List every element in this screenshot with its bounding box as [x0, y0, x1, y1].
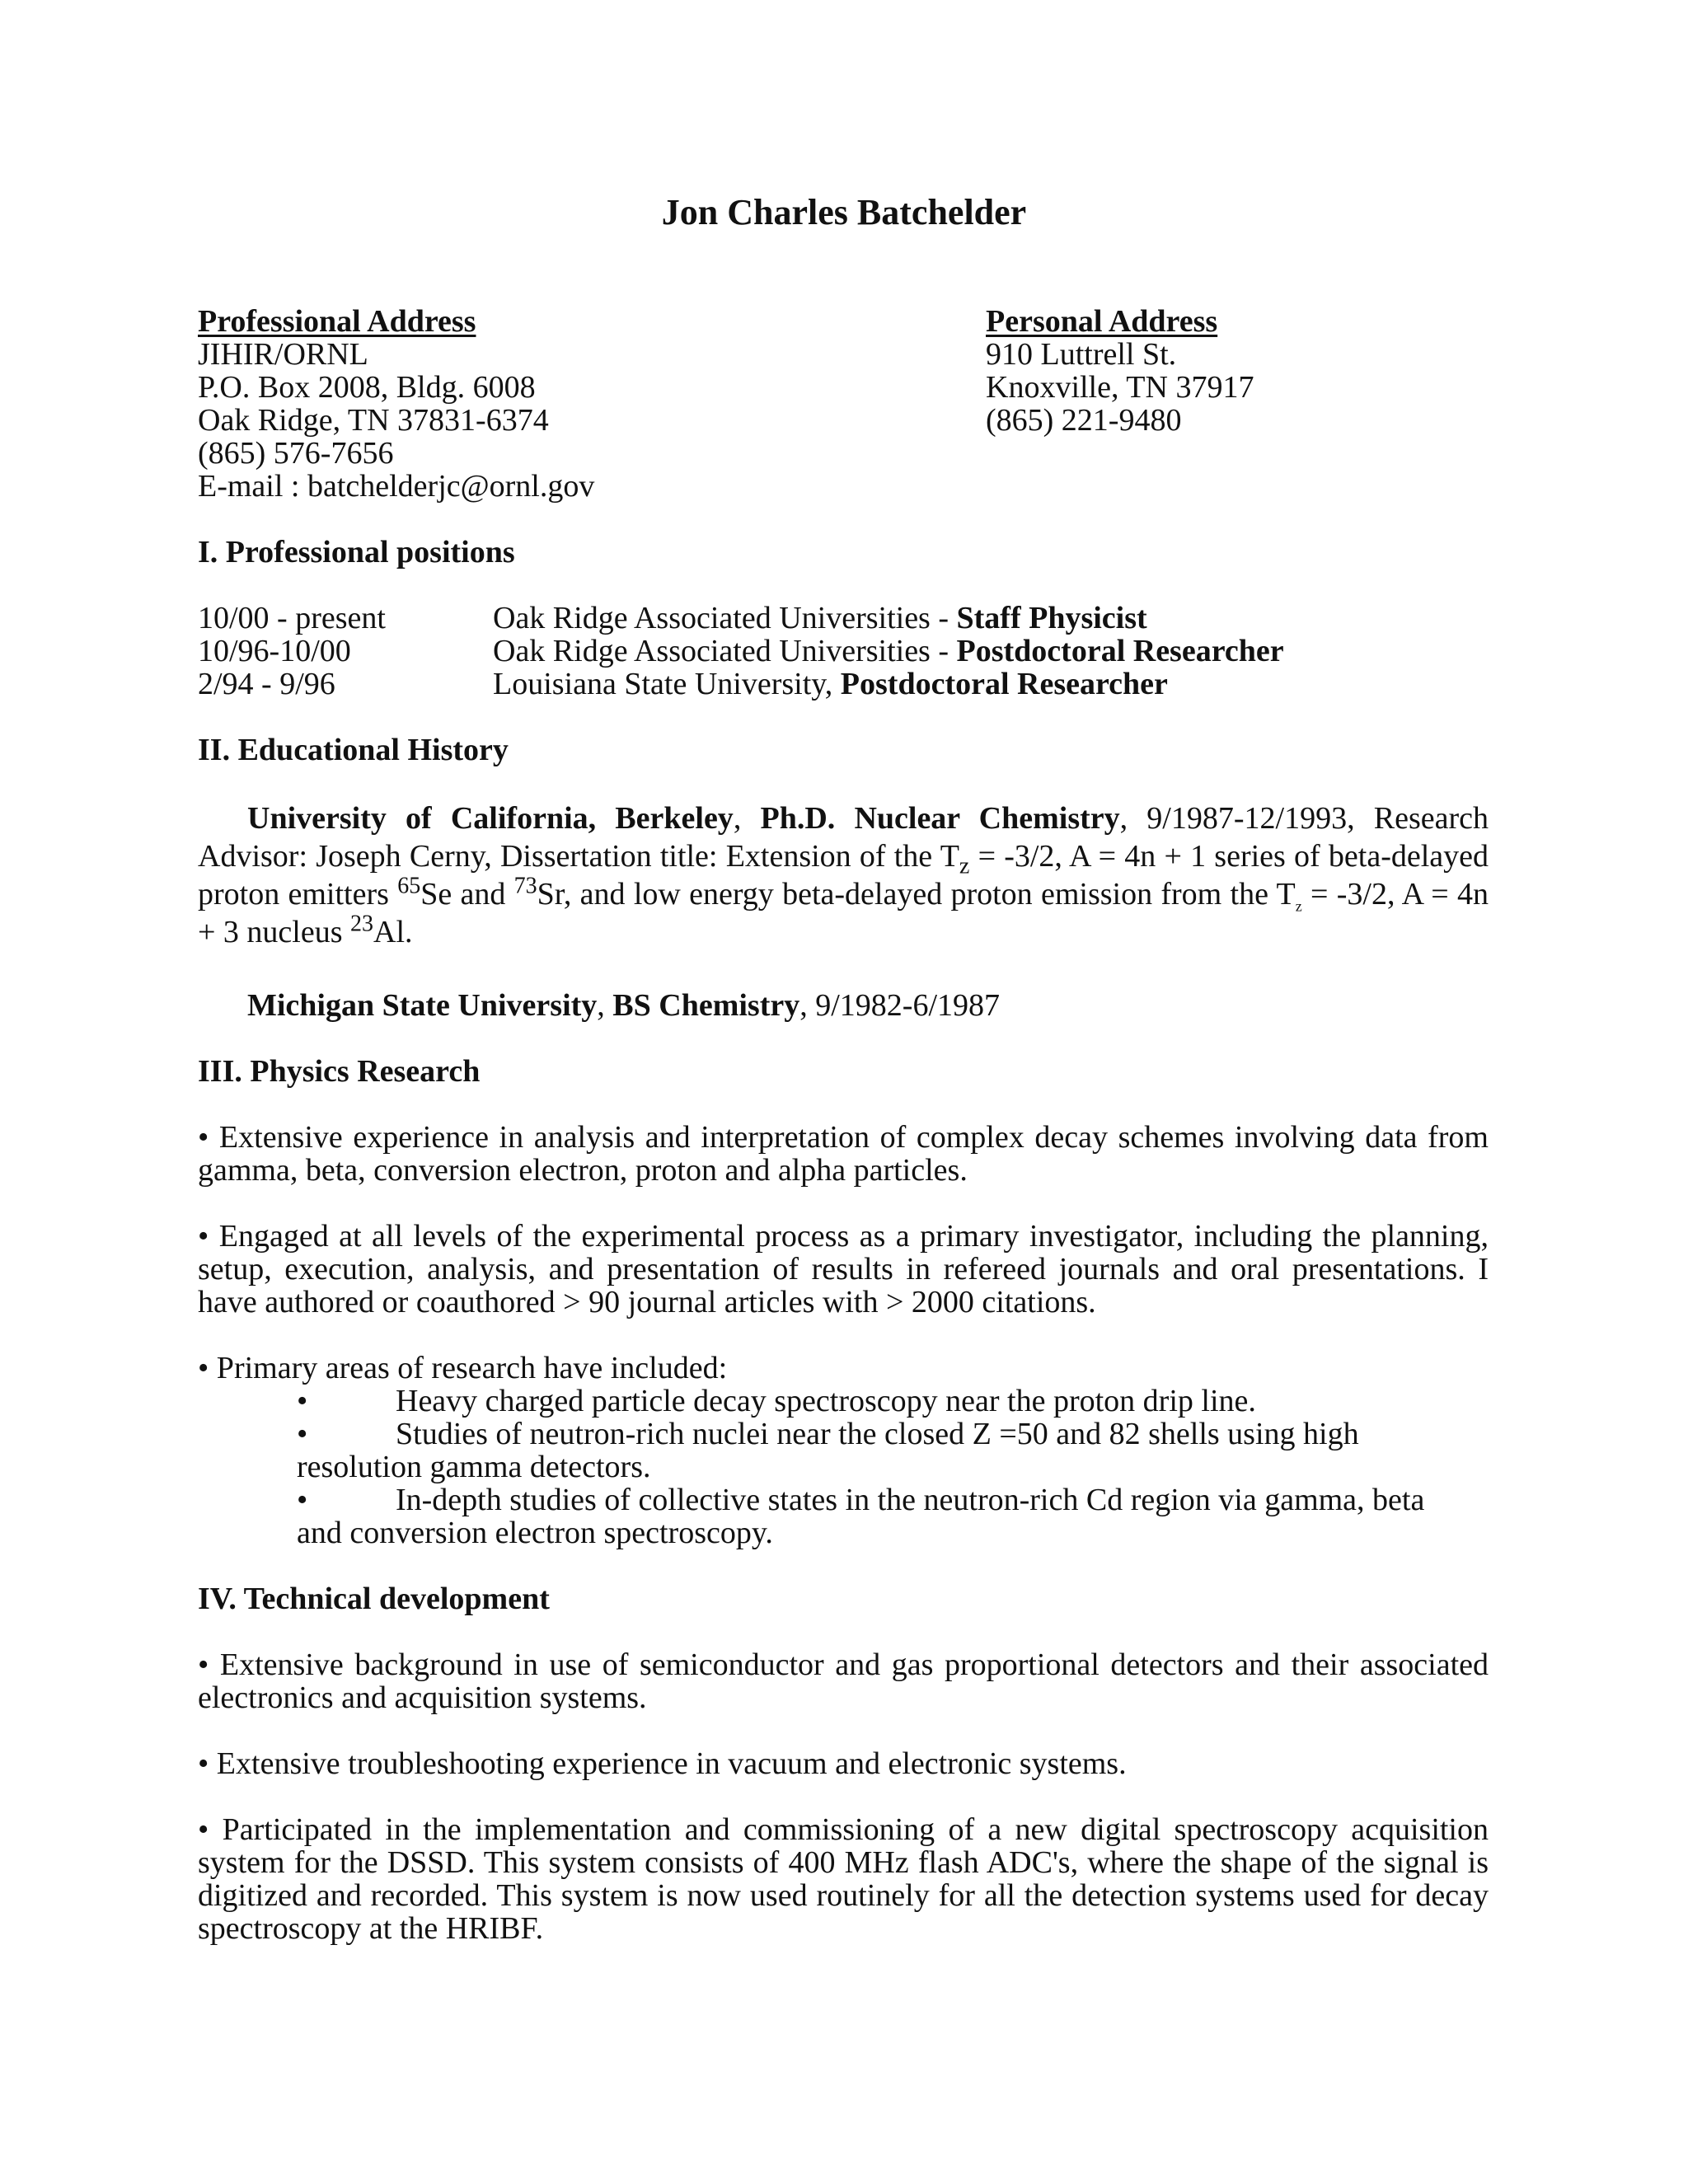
separator: , — [733, 801, 761, 836]
position-org: Oak Ridge Associated Universities - — [493, 601, 957, 635]
personal-address-line: 910 Luttrell St. — [986, 337, 1177, 372]
research-bullet: • Primary areas of research have included: — [198, 1351, 728, 1385]
separator: , — [597, 988, 613, 1023]
phd-text: = -3/2, A = 4n + 1 series of beta-delayed proton emitters — [198, 839, 1489, 912]
prof-address-line: Oak Ridge, TN 37831-6374 — [198, 403, 549, 438]
bs-school: Michigan State University — [247, 988, 598, 1023]
technical-heading: IV. Technical development — [198, 1582, 550, 1616]
superscript-23: 23 — [350, 911, 374, 937]
personal-phone: (865) 221-9480 — [986, 403, 1182, 438]
research-bullet: • Engaged at all levels of the experimental process as a primary investigator, including the planning, setup, execution, analysis, and presentation of results in refereed journals and oral presentations. I have authored or coauthored > 90 journal articles with > 2000 citations. — [198, 1219, 1489, 1319]
bs-degree: BS Chemistry — [612, 988, 800, 1023]
personal-address-heading: Personal Address — [986, 304, 1218, 339]
position-org: Louisiana State University, — [493, 667, 841, 701]
education-bs-line — [247, 989, 1000, 1022]
subscript-z: z — [959, 853, 970, 879]
sub-bullet: • — [297, 1483, 308, 1517]
positions-heading: I. Professional positions — [198, 535, 515, 569]
sub-bullet: • — [297, 1417, 308, 1451]
position-entry — [493, 602, 1147, 635]
position-title: Postdoctoral Researcher — [840, 667, 1168, 701]
education-heading: II. Educational History — [198, 733, 509, 767]
research-bullet: • Extensive experience in analysis and interpretation of complex decay schemes involving data from gamma, beta, conversion electron, proton and alpha particles. — [198, 1120, 1489, 1188]
sub-bullet: • — [297, 1384, 308, 1418]
subscript-z: z — [1295, 898, 1302, 915]
position-entry — [493, 668, 1168, 701]
page-title: Jon Charles Batchelder — [661, 192, 1027, 232]
superscript-65: 65 — [397, 873, 421, 899]
position-org: Oak Ridge Associated Universities - — [493, 634, 957, 668]
education-phd-paragraph — [198, 799, 1489, 951]
prof-address-line: P.O. Box 2008, Bldg. 6008 — [198, 370, 536, 405]
research-sub-item-cont: resolution gamma detectors. — [297, 1450, 651, 1484]
phd-text: Sr, and low energy beta-delayed proton emission from the T — [537, 877, 1296, 912]
phd-text: Se and — [420, 877, 514, 912]
personal-address-line: Knoxville, TN 37917 — [986, 370, 1254, 405]
research-sub-item: Studies of neutron-rich nuclei near the closed Z =50 and 82 shells using high — [396, 1417, 1359, 1451]
research-sub-item: Heavy charged particle decay spectroscopy near the proton drip line. — [396, 1384, 1256, 1418]
phd-text: = -3/2, A = 4n + 3 nucleus — [198, 877, 1489, 949]
research-heading: III. Physics Research — [198, 1054, 481, 1089]
position-title: Staff Physicist — [956, 601, 1147, 635]
position-entry — [493, 635, 1284, 668]
bs-dates: , 9/1982-6/1987 — [799, 988, 1001, 1023]
prof-phone: (865) 576-7656 — [198, 436, 394, 471]
position-dates: 10/96-10/00 — [198, 634, 351, 668]
superscript-73: 73 — [513, 873, 537, 899]
professional-address-heading: Professional Address — [198, 304, 476, 339]
technical-bullet: • Extensive troubleshooting experience in vacuum and electronic systems. — [198, 1746, 1127, 1781]
phd-degree: Ph.D. Nuclear Chemistry — [760, 801, 1120, 836]
prof-address-line: JIHIR/ORNL — [198, 337, 368, 372]
position-dates: 2/94 - 9/96 — [198, 667, 335, 701]
prof-email: E-mail : batchelderjc@ornl.gov — [198, 469, 595, 504]
technical-bullet: • Participated in the implementation and commissioning of a new digital spectroscopy acquisition system for the DSSD. This system consists of 400 MHz flash ADC's, where the shape of the signal is digitized and recorded. This system is now used routinely for all the detection systems used for decay spectroscopy at the HRIBF. — [198, 1812, 1489, 1946]
phd-text: , 9/1987-12/1993, Research Advisor: Joseph Cerny, Dissertation title: Extension of the T — [198, 801, 1489, 874]
position-title: Postdoctoral Researcher — [956, 634, 1284, 668]
phd-school: University of California, Berkeley — [247, 801, 734, 836]
research-sub-item: In-depth studies of collective states in the neutron-rich Cd region via gamma, beta — [396, 1483, 1425, 1517]
position-dates: 10/00 - present — [198, 601, 386, 635]
phd-text: Al. — [373, 915, 413, 949]
technical-bullet: • Extensive background in use of semiconductor and gas proportional detectors and their associated electronics and acquisition systems. — [198, 1647, 1489, 1715]
research-sub-item-cont: and conversion electron spectroscopy. — [297, 1516, 773, 1550]
